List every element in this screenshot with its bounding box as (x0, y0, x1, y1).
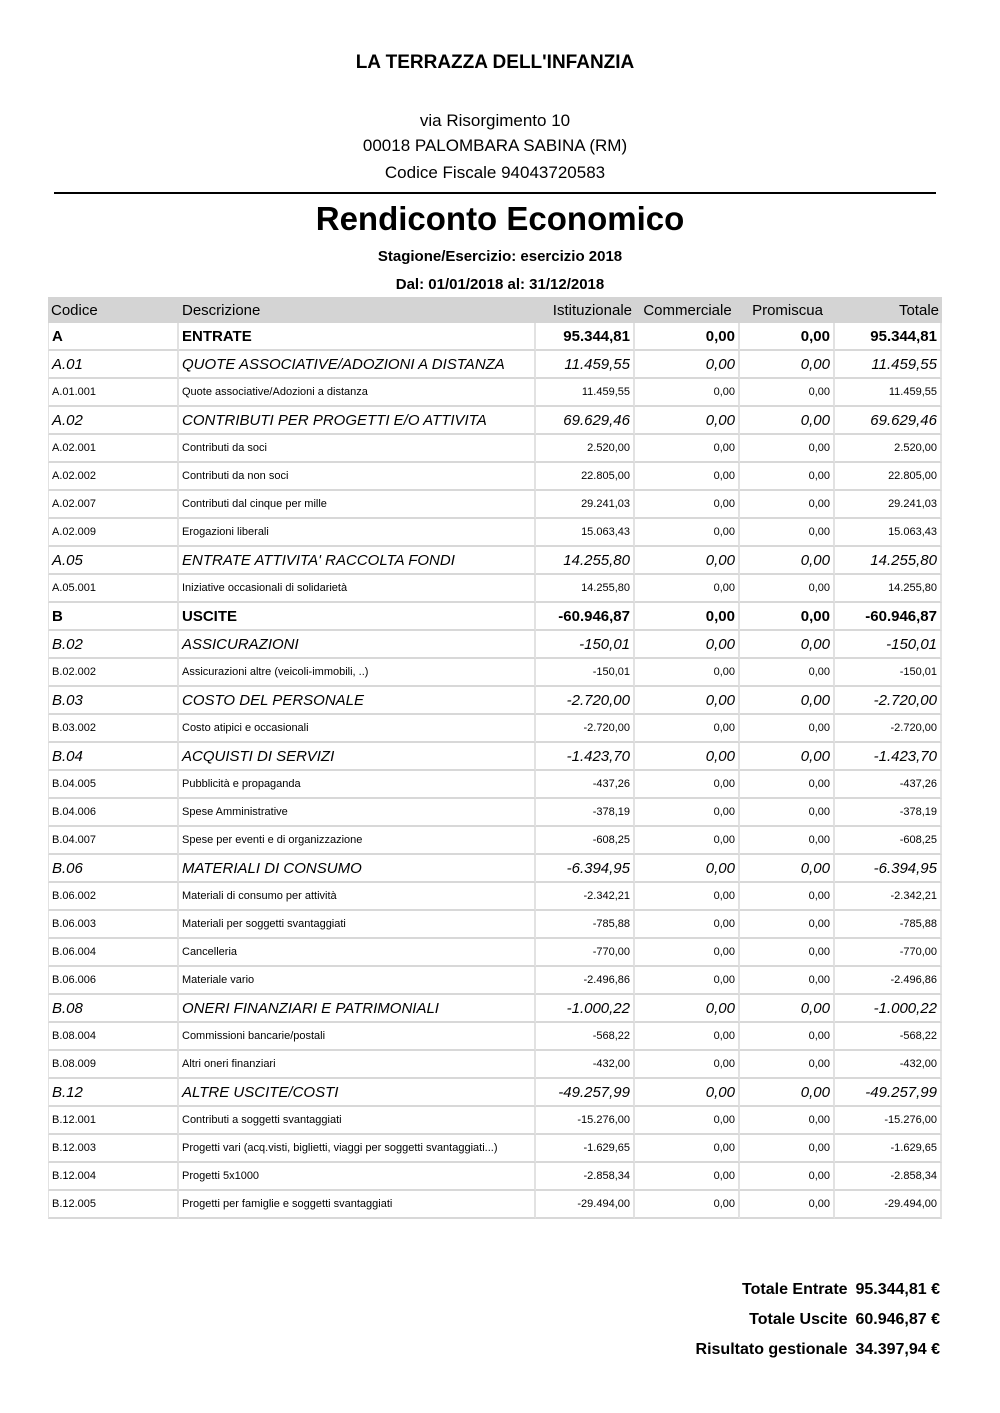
description-cell: Progetti vari (acq.visti, biglietti, viaggi per soggetti svantaggiati...) (179, 1135, 536, 1163)
code-cell: A.05.001 (48, 575, 179, 603)
commercial-cell: 0,00 (635, 799, 740, 827)
total-cell: -785,88 (835, 911, 942, 939)
description-cell: Progetti 5x1000 (179, 1163, 536, 1191)
code-cell: B.06.006 (48, 967, 179, 995)
commercial-cell: 0,00 (635, 911, 740, 939)
column-header-institutional: Istituzionale (536, 297, 635, 323)
mixed-cell: 0,00 (740, 1135, 835, 1163)
total-cell: -2.496,86 (835, 967, 942, 995)
description-cell: ACQUISTI DI SERVIZI (179, 743, 536, 771)
institutional-cell: -2.496,86 (536, 967, 635, 995)
institutional-cell: -49.257,99 (536, 1079, 635, 1107)
mixed-cell: 0,00 (740, 1107, 835, 1135)
description-cell: Contributi da non soci (179, 463, 536, 491)
table-row (48, 351, 942, 379)
commercial-cell: 0,00 (635, 855, 740, 883)
code-cell: A.02.007 (48, 491, 179, 519)
table-row (48, 323, 942, 351)
mixed-cell: 0,00 (740, 855, 835, 883)
commercial-cell: 0,00 (635, 715, 740, 743)
code-cell: A.02.009 (48, 519, 179, 547)
table-row (48, 855, 942, 883)
mixed-cell: 0,00 (740, 519, 835, 547)
total-expenses-value: 60.946,87 € (855, 1311, 940, 1328)
institutional-cell: -15.276,00 (536, 1107, 635, 1135)
commercial-cell: 0,00 (635, 323, 740, 351)
mixed-cell: 0,00 (740, 687, 835, 715)
mixed-cell: 0,00 (740, 1191, 835, 1219)
code-cell: A.01.001 (48, 379, 179, 407)
total-cell: 29.241,03 (835, 491, 942, 519)
institutional-cell: 14.255,80 (536, 547, 635, 575)
total-expenses-label: Totale Uscite (749, 1311, 848, 1328)
code-cell: A.05 (48, 547, 179, 575)
commercial-cell: 0,00 (635, 659, 740, 687)
table-row (48, 575, 942, 603)
description-cell: ENTRATE ATTIVITA' RACCOLTA FONDI (179, 547, 536, 575)
header-divider (54, 192, 936, 194)
column-header-code: Codice (48, 297, 179, 323)
table-row (48, 687, 942, 715)
commercial-cell: 0,00 (635, 575, 740, 603)
code-cell: B.02.002 (48, 659, 179, 687)
code-cell: B.12.005 (48, 1191, 179, 1219)
code-cell: B.12 (48, 1079, 179, 1107)
total-cell: -150,01 (835, 631, 942, 659)
code-cell: B.03 (48, 687, 179, 715)
description-cell: ENTRATE (179, 323, 536, 351)
commercial-cell: 0,00 (635, 687, 740, 715)
report-season: Stagione/Esercizio: esercizio 2018 (377, 248, 623, 265)
description-cell: Commissioni bancarie/postali (179, 1023, 536, 1051)
commercial-cell: 0,00 (635, 1191, 740, 1219)
table-row (48, 1051, 942, 1079)
description-cell: COSTO DEL PERSONALE (179, 687, 536, 715)
institutional-cell: 2.520,00 (536, 435, 635, 463)
mixed-cell: 0,00 (740, 1079, 835, 1107)
table-row (48, 407, 942, 435)
table-row (48, 827, 942, 855)
code-cell: B.08.004 (48, 1023, 179, 1051)
total-cell: 95.344,81 (835, 323, 942, 351)
institutional-cell: -60.946,87 (536, 603, 635, 631)
total-cell: -608,25 (835, 827, 942, 855)
code-cell: A.02.001 (48, 435, 179, 463)
address-city: 00018 PALOMBARA SABINA (RM) (362, 136, 628, 155)
table-row (48, 519, 942, 547)
commercial-cell: 0,00 (635, 1107, 740, 1135)
total-cell: -2.720,00 (835, 715, 942, 743)
code-cell: B.04.005 (48, 771, 179, 799)
mixed-cell: 0,00 (740, 463, 835, 491)
total-cell: -2.720,00 (835, 687, 942, 715)
total-cell: -1.423,70 (835, 743, 942, 771)
column-header-mixed: Promiscua (740, 297, 835, 323)
table-row (48, 771, 942, 799)
table-row (48, 631, 942, 659)
description-cell: Cancelleria (179, 939, 536, 967)
total-income-value: 95.344,81 € (855, 1281, 940, 1298)
commercial-cell: 0,00 (635, 491, 740, 519)
institutional-cell: 22.805,00 (536, 463, 635, 491)
commercial-cell: 0,00 (635, 743, 740, 771)
description-cell: MATERIALI DI CONSUMO (179, 855, 536, 883)
description-cell: Altri oneri finanziari (179, 1051, 536, 1079)
description-cell: Pubblicità e propaganda (179, 771, 536, 799)
institutional-cell: 11.459,55 (536, 379, 635, 407)
table-row (48, 967, 942, 995)
column-header-commercial: Commerciale (635, 297, 740, 323)
code-cell: B.04.007 (48, 827, 179, 855)
commercial-cell: 0,00 (635, 1163, 740, 1191)
table-body (48, 323, 942, 1219)
table-row (48, 883, 942, 911)
total-cell: 22.805,00 (835, 463, 942, 491)
total-cell: -150,01 (835, 659, 942, 687)
commercial-cell: 0,00 (635, 995, 740, 1023)
total-cell: -770,00 (835, 939, 942, 967)
mixed-cell: 0,00 (740, 1051, 835, 1079)
mixed-cell: 0,00 (740, 911, 835, 939)
report-title: Rendiconto Economico (315, 200, 685, 237)
commercial-cell: 0,00 (635, 1079, 740, 1107)
commercial-cell: 0,00 (635, 939, 740, 967)
code-cell: B.08.009 (48, 1051, 179, 1079)
commercial-cell: 0,00 (635, 967, 740, 995)
institutional-cell: -2.720,00 (536, 687, 635, 715)
commercial-cell: 0,00 (635, 1135, 740, 1163)
total-income (742, 1281, 940, 1299)
table-row (48, 491, 942, 519)
code-cell: B.04 (48, 743, 179, 771)
institutional-cell: -608,25 (536, 827, 635, 855)
description-cell: ONERI FINANZIARI E PATRIMONIALI (179, 995, 536, 1023)
mixed-cell: 0,00 (740, 407, 835, 435)
table-row (48, 435, 942, 463)
institutional-cell: 14.255,80 (536, 575, 635, 603)
total-cell: 14.255,80 (835, 547, 942, 575)
report-period: Dal: 01/01/2018 al: 31/12/2018 (395, 276, 605, 293)
commercial-cell: 0,00 (635, 603, 740, 631)
code-cell: B.02 (48, 631, 179, 659)
table-row (48, 799, 942, 827)
commercial-cell: 0,00 (635, 883, 740, 911)
institutional-cell: -2.858,34 (536, 1163, 635, 1191)
code-cell: A.02 (48, 407, 179, 435)
institutional-cell: -770,00 (536, 939, 635, 967)
mixed-cell: 0,00 (740, 827, 835, 855)
description-cell: Erogazioni liberali (179, 519, 536, 547)
code-cell: A.02.002 (48, 463, 179, 491)
table-row (48, 603, 942, 631)
operating-result-label: Risultato gestionale (695, 1341, 848, 1358)
commercial-cell: 0,00 (635, 379, 740, 407)
total-cell: -29.494,00 (835, 1191, 942, 1219)
institutional-cell: 69.629,46 (536, 407, 635, 435)
description-cell: Costo atipici e occasionali (179, 715, 536, 743)
description-cell: Spese per eventi e di organizzazione (179, 827, 536, 855)
code-cell: B (48, 603, 179, 631)
mixed-cell: 0,00 (740, 603, 835, 631)
commercial-cell: 0,00 (635, 407, 740, 435)
total-cell: -15.276,00 (835, 1107, 942, 1135)
fiscal-code: Codice Fiscale 94043720583 (384, 163, 606, 182)
total-cell: -378,19 (835, 799, 942, 827)
address-street: via Risorgimento 10 (419, 111, 571, 130)
mixed-cell: 0,00 (740, 575, 835, 603)
operating-result-value: 34.397,94 € (855, 1341, 940, 1358)
mixed-cell: 0,00 (740, 435, 835, 463)
institutional-cell: -150,01 (536, 659, 635, 687)
mixed-cell: 0,00 (740, 939, 835, 967)
total-cell: 11.459,55 (835, 379, 942, 407)
table-row (48, 379, 942, 407)
description-cell: Assicurazioni altre (veicoli-immobili, ..) (179, 659, 536, 687)
description-cell: Contributi dal cinque per mille (179, 491, 536, 519)
mixed-cell: 0,00 (740, 883, 835, 911)
table-row (48, 547, 942, 575)
institutional-cell: 29.241,03 (536, 491, 635, 519)
code-cell: A.01 (48, 351, 179, 379)
code-cell: B.06.003 (48, 911, 179, 939)
table-row (48, 1107, 942, 1135)
table-row (48, 1163, 942, 1191)
description-cell: ASSICURAZIONI (179, 631, 536, 659)
institutional-cell: -29.494,00 (536, 1191, 635, 1219)
total-cell: -2.342,21 (835, 883, 942, 911)
total-cell: 14.255,80 (835, 575, 942, 603)
institutional-cell: -437,26 (536, 771, 635, 799)
financial-table (48, 297, 942, 1219)
institutional-cell: 15.063,43 (536, 519, 635, 547)
commercial-cell: 0,00 (635, 435, 740, 463)
total-cell: 11.459,55 (835, 351, 942, 379)
total-expenses (749, 1311, 940, 1329)
description-cell: Spese Amministrative (179, 799, 536, 827)
total-cell: -2.858,34 (835, 1163, 942, 1191)
commercial-cell: 0,00 (635, 1051, 740, 1079)
description-cell: ALTRE USCITE/COSTI (179, 1079, 536, 1107)
commercial-cell: 0,00 (635, 1023, 740, 1051)
institutional-cell: -1.629,65 (536, 1135, 635, 1163)
institutional-cell: -150,01 (536, 631, 635, 659)
table-row (48, 1079, 942, 1107)
total-cell: -437,26 (835, 771, 942, 799)
institutional-cell: -785,88 (536, 911, 635, 939)
table-header-row (48, 297, 942, 323)
institutional-cell: -568,22 (536, 1023, 635, 1051)
institutional-cell: -2.720,00 (536, 715, 635, 743)
total-cell: -1.000,22 (835, 995, 942, 1023)
commercial-cell: 0,00 (635, 827, 740, 855)
commercial-cell: 0,00 (635, 547, 740, 575)
total-cell: -60.946,87 (835, 603, 942, 631)
code-cell: B.06.004 (48, 939, 179, 967)
table-row (48, 939, 942, 967)
description-cell: Materiale vario (179, 967, 536, 995)
total-cell: -432,00 (835, 1051, 942, 1079)
total-cell: -568,22 (835, 1023, 942, 1051)
description-cell: CONTRIBUTI PER PROGETTI E/O ATTIVITA (179, 407, 536, 435)
total-cell: -6.394,95 (835, 855, 942, 883)
commercial-cell: 0,00 (635, 771, 740, 799)
description-cell: USCITE (179, 603, 536, 631)
code-cell: B.12.004 (48, 1163, 179, 1191)
mixed-cell: 0,00 (740, 715, 835, 743)
code-cell: A (48, 323, 179, 351)
column-header-description: Descrizione (179, 297, 536, 323)
mixed-cell: 0,00 (740, 351, 835, 379)
code-cell: B.06 (48, 855, 179, 883)
mixed-cell: 0,00 (740, 771, 835, 799)
mixed-cell: 0,00 (740, 491, 835, 519)
commercial-cell: 0,00 (635, 519, 740, 547)
table-row (48, 1023, 942, 1051)
description-cell: QUOTE ASSOCIATIVE/ADOZIONI A DISTANZA (179, 351, 536, 379)
mixed-cell: 0,00 (740, 547, 835, 575)
total-cell: 69.629,46 (835, 407, 942, 435)
description-cell: Contributi a soggetti svantaggiati (179, 1107, 536, 1135)
institutional-cell: -6.394,95 (536, 855, 635, 883)
description-cell: Iniziative occasionali di solidarietà (179, 575, 536, 603)
description-cell: Materiali per soggetti svantaggiati (179, 911, 536, 939)
code-cell: B.08 (48, 995, 179, 1023)
operating-result (696, 1341, 940, 1359)
code-cell: B.04.006 (48, 799, 179, 827)
total-cell: 2.520,00 (835, 435, 942, 463)
table-row (48, 715, 942, 743)
commercial-cell: 0,00 (635, 463, 740, 491)
mixed-cell: 0,00 (740, 1163, 835, 1191)
description-cell: Quote associative/Adozioni a distanza (179, 379, 536, 407)
total-cell: -1.629,65 (835, 1135, 942, 1163)
mixed-cell: 0,00 (740, 323, 835, 351)
code-cell: B.06.002 (48, 883, 179, 911)
total-cell: -49.257,99 (835, 1079, 942, 1107)
institutional-cell: -1.000,22 (536, 995, 635, 1023)
description-cell: Contributi da soci (179, 435, 536, 463)
table-row (48, 1191, 942, 1219)
code-cell: B.12.003 (48, 1135, 179, 1163)
table-row (48, 463, 942, 491)
table-row (48, 743, 942, 771)
mixed-cell: 0,00 (740, 1023, 835, 1051)
institutional-cell: -378,19 (536, 799, 635, 827)
table-row (48, 1135, 942, 1163)
table-row (48, 995, 942, 1023)
mixed-cell: 0,00 (740, 659, 835, 687)
code-cell: B.03.002 (48, 715, 179, 743)
institutional-cell: 11.459,55 (536, 351, 635, 379)
total-cell: 15.063,43 (835, 519, 942, 547)
commercial-cell: 0,00 (635, 631, 740, 659)
institutional-cell: 95.344,81 (536, 323, 635, 351)
total-income-label: Totale Entrate (742, 1281, 848, 1298)
mixed-cell: 0,00 (740, 799, 835, 827)
mixed-cell: 0,00 (740, 995, 835, 1023)
mixed-cell: 0,00 (740, 631, 835, 659)
description-cell: Materiali di consumo per attività (179, 883, 536, 911)
description-cell: Progetti per famiglie e soggetti svantaggiati (179, 1191, 536, 1219)
column-header-total: Totale (835, 297, 942, 323)
organization-name: LA TERRAZZA DELL'INFANZIA (355, 52, 635, 73)
mixed-cell: 0,00 (740, 967, 835, 995)
institutional-cell: -432,00 (536, 1051, 635, 1079)
table-row (48, 911, 942, 939)
institutional-cell: -2.342,21 (536, 883, 635, 911)
mixed-cell: 0,00 (740, 743, 835, 771)
table-row (48, 659, 942, 687)
mixed-cell: 0,00 (740, 379, 835, 407)
code-cell: B.12.001 (48, 1107, 179, 1135)
commercial-cell: 0,00 (635, 351, 740, 379)
institutional-cell: -1.423,70 (536, 743, 635, 771)
